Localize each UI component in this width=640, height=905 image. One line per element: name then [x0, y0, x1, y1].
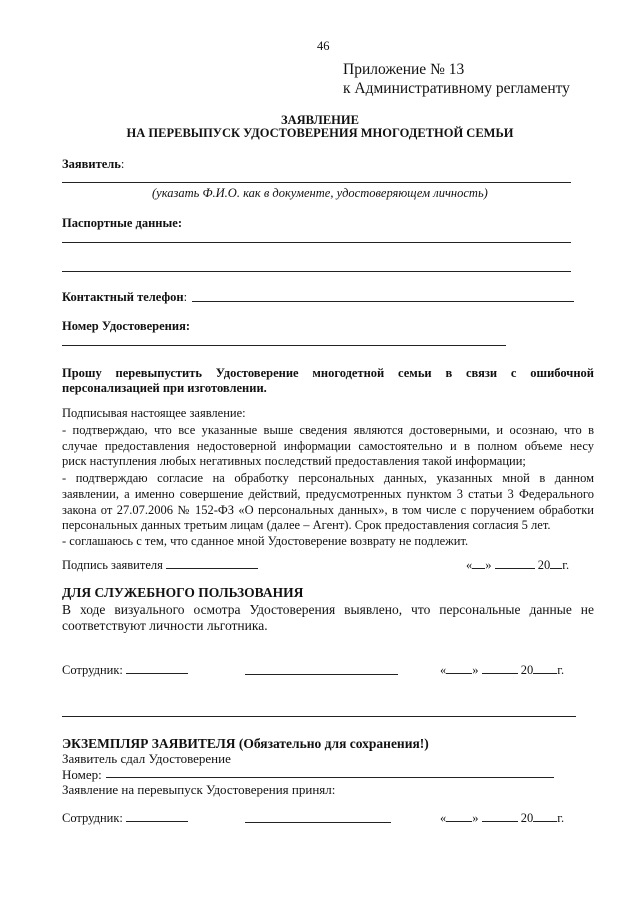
official-date-quote-close: » [472, 663, 479, 677]
official-use-text-line-1: В ходе визуального осмотра Удостоверения выявлено, что персональные данные не [62, 602, 594, 617]
copy-date [440, 810, 564, 826]
request-text: Прошу перевыпустить Удостоверение многодетной семьи в связи с ошибочной [62, 366, 594, 380]
signature-date [466, 557, 569, 573]
signature-year-suffix: г. [562, 558, 570, 572]
official-month-input[interactable] [482, 662, 518, 674]
consent-paragraph-1-line-2: случае предоставления недостоверной информации самостоятельно и в полном объеме несу [62, 439, 594, 453]
official-year-prefix: 20 [520, 663, 534, 677]
copy-year-input[interactable] [533, 810, 557, 822]
copy-date-quote-close: » [472, 811, 479, 825]
copy-year-prefix: 20 [520, 811, 534, 825]
signature-field [62, 557, 258, 573]
official-use-heading: ДЛЯ СЛУЖЕБНОГО ПОЛЬЗОВАНИЯ [62, 585, 304, 600]
signature-year-prefix: 20 [537, 558, 551, 572]
applicant-field [62, 157, 124, 172]
consent-paragraph-1-line-1: - подтверждаю, что все указанные выше сведения являются достоверными, и осознаю, что в [62, 423, 594, 437]
copy-year-suffix: г. [557, 811, 565, 825]
official-year-input[interactable] [533, 662, 557, 674]
consent-paragraph-2-line-3: закона от 27.07.2006 № 152-ФЗ «О персональных данных», в том числе с поручением обработки [62, 503, 594, 517]
copy-employee-label: Сотрудник: [62, 811, 123, 825]
applicant-copy-line-3: Заявление на перевыпуск Удостоверения принял: [62, 782, 336, 797]
signature-month-input[interactable] [495, 557, 535, 569]
applicant-copy-number-input-line[interactable] [106, 777, 554, 778]
applicant-colon: : [120, 157, 125, 171]
passport-input-line-2[interactable] [62, 271, 571, 272]
copy-month-input[interactable] [482, 810, 518, 822]
applicant-copy-number-label: Номер: [62, 767, 102, 782]
applicant-copy-number-field [62, 767, 102, 783]
applicant-label: Заявитель [62, 157, 121, 171]
signature-date-quote-close: » [485, 558, 492, 572]
official-date [440, 662, 564, 678]
phone-input-line[interactable] [192, 301, 574, 302]
phone-field [62, 290, 187, 305]
applicant-input-line[interactable] [62, 182, 571, 183]
cut-line [62, 716, 576, 717]
appendix-number: Приложение № 13 [343, 61, 465, 78]
signature-date-quote-open: « [466, 558, 473, 572]
copy-employee-field [62, 810, 188, 826]
consent-paragraph-1-line-3: риск наступления любых негативных последствий предоставления такой информации; [62, 454, 526, 468]
document-title: ЗАЯВЛЕНИЕ [281, 113, 359, 127]
appendix-reference: к Административному регламенту [343, 80, 570, 97]
copy-day-input[interactable] [446, 810, 472, 822]
signature-year-input[interactable] [550, 557, 562, 569]
passport-input-line-1[interactable] [62, 242, 571, 243]
signature-input-line[interactable] [166, 557, 258, 569]
consent-paragraph-2-line-1: - подтверждаю согласие на обработку персональных данных, указанных мной в данном [62, 471, 594, 485]
signature-label: Подпись заявителя [62, 558, 163, 572]
official-date-quote-open: « [440, 663, 447, 677]
phone-label: Контактный телефон [62, 290, 184, 304]
official-employee-field [62, 662, 188, 678]
consent-paragraph-2-line-4: персональных данных третьим лицам (далее – Агент). Срок предоставления согласия 5 лет. [62, 518, 551, 532]
signature-day-input[interactable] [472, 557, 485, 569]
official-employee-label: Сотрудник: [62, 663, 123, 677]
consent-intro: Подписывая настоящее заявление: [62, 406, 246, 420]
official-year-suffix: г. [557, 663, 565, 677]
official-employee-input-line[interactable] [126, 662, 188, 674]
consent-paragraph-3: - соглашаюсь с тем, что сданное мной Удостоверение возврату не подлежит. [62, 534, 469, 548]
consent-paragraph-2-line-2: заявлении, а именно совершение действий, предусмотренных пунктом 3 статьи 3 Федерального [62, 487, 594, 501]
certificate-number-input-line[interactable] [62, 345, 506, 346]
official-day-input[interactable] [446, 662, 472, 674]
applicant-copy-heading: ЭКЗЕМПЛЯР ЗАЯВИТЕЛЯ (Обязательно для сохранения!) [62, 736, 429, 751]
applicant-copy-line-1: Заявитель сдал Удостоверение [62, 751, 231, 766]
phone-colon: : [183, 290, 188, 304]
request-text-continued: персонализацией при изготовлении. [62, 381, 267, 395]
passport-label: Паспортные данные: [62, 216, 182, 230]
copy-date-quote-open: « [440, 811, 447, 825]
copy-employee-input-line[interactable] [126, 810, 188, 822]
page-number: 46 [317, 39, 330, 53]
applicant-hint: (указать Ф.И.О. как в документе, удостоверяющем личность) [152, 186, 488, 200]
official-signature-input-line[interactable] [245, 674, 398, 675]
official-use-text-line-2: соответствуют личности льготника. [62, 618, 268, 633]
certificate-number-label: Номер Удостоверения: [62, 319, 191, 333]
document-subtitle: НА ПЕРЕВЫПУСК УДОСТОВЕРЕНИЯ МНОГОДЕТНОЙ СЕМЬИ [126, 126, 514, 140]
copy-signature-input-line[interactable] [245, 822, 391, 823]
